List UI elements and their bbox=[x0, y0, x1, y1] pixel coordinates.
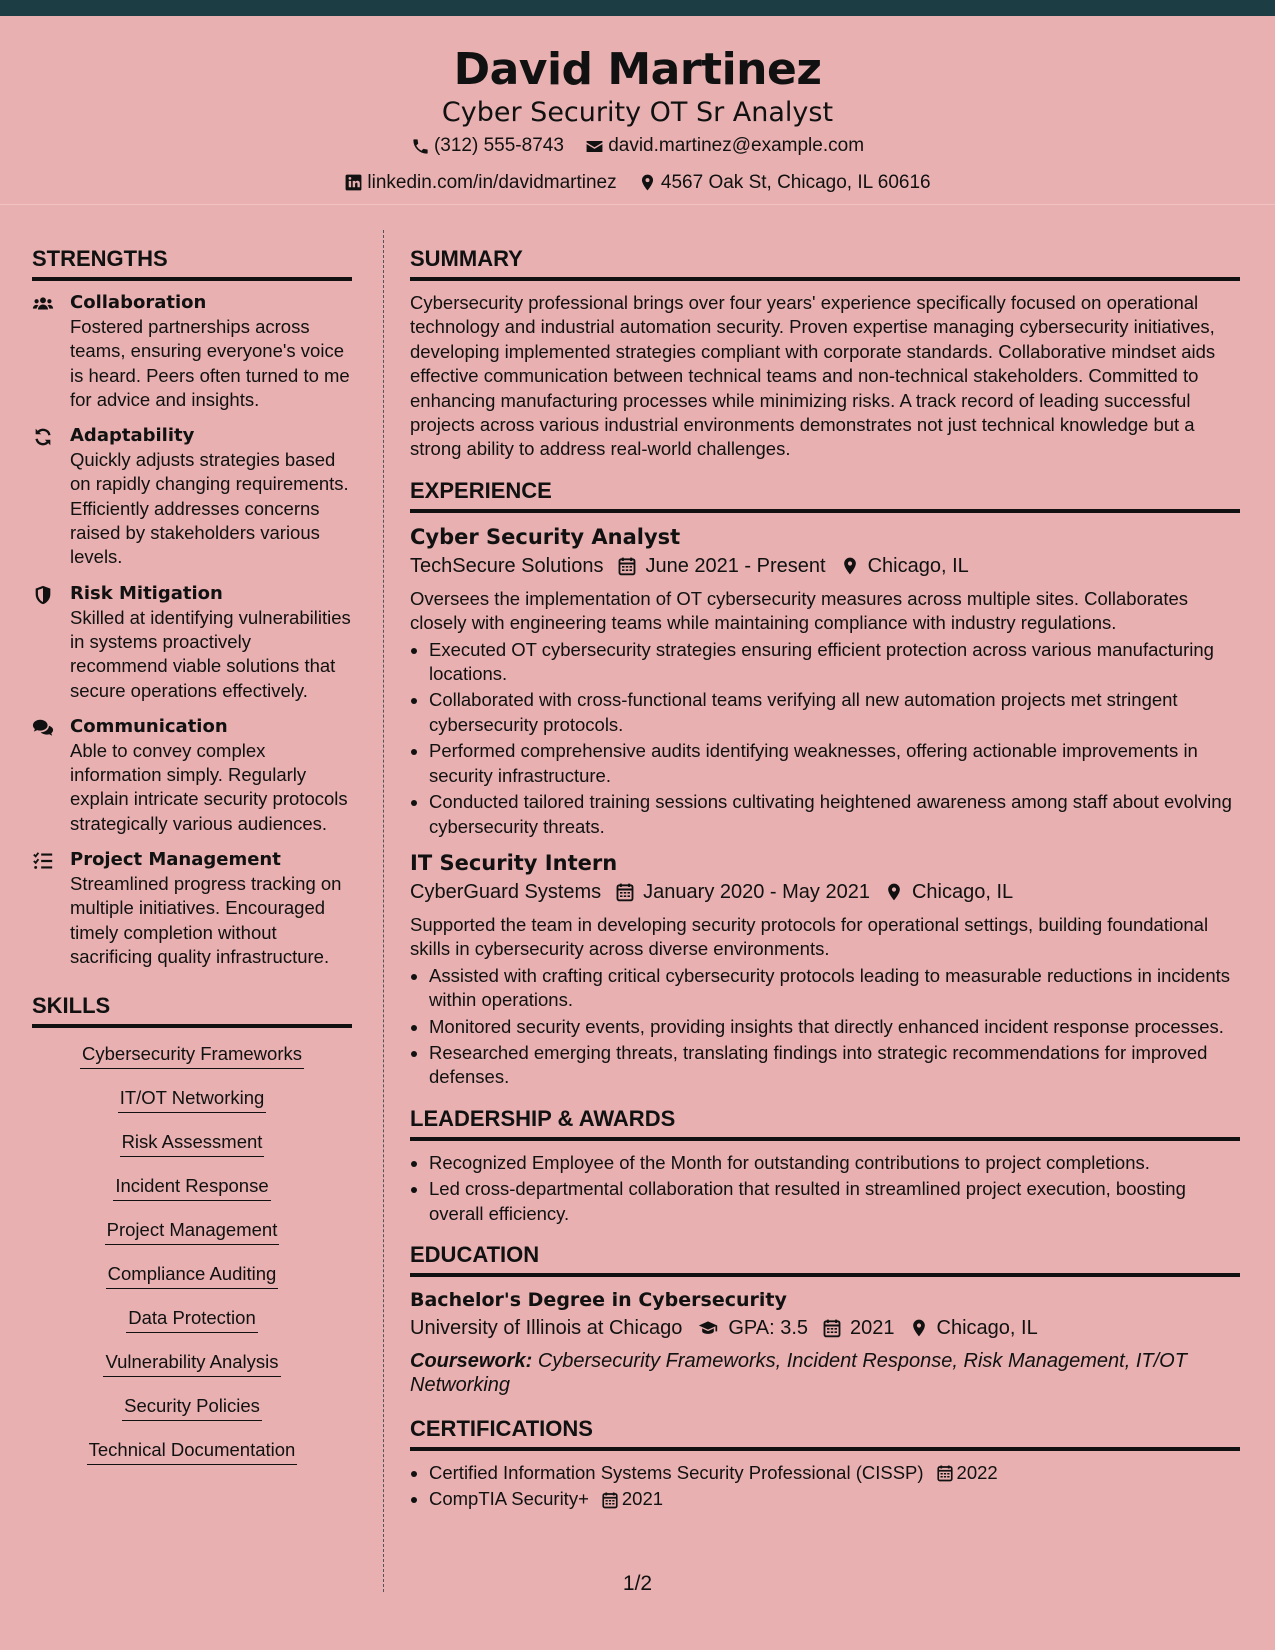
header-divider bbox=[0, 204, 1275, 205]
cert-year: 2022 bbox=[956, 1461, 998, 1483]
job-dates: June 2021 - Present bbox=[645, 554, 826, 577]
strength-title: Communication bbox=[70, 715, 228, 737]
cert-name: • Certified Information Systems Security Professional (CISSP) bbox=[429, 1461, 924, 1483]
contact-row-2 bbox=[0, 168, 1275, 203]
company-name: CyberGuard Systems bbox=[410, 880, 602, 903]
coursework bbox=[410, 1349, 1240, 1398]
shield-icon bbox=[32, 584, 54, 606]
contact-row-1 bbox=[0, 131, 1275, 166]
skill-tag: Risk Assessment bbox=[120, 1130, 265, 1157]
list-item: • Researched emerging threats, translating findings into strategic recommendations for improved defenses. bbox=[429, 1041, 1240, 1090]
address-item bbox=[638, 168, 931, 198]
gpa: GPA: 3.5 bbox=[728, 1316, 809, 1339]
strength-title: Project Management bbox=[70, 849, 281, 871]
calendar-icon bbox=[822, 1318, 842, 1338]
skill-tag: IT/OT Networking bbox=[118, 1086, 267, 1113]
calendar-icon bbox=[615, 882, 635, 902]
skill-tag: Incident Response bbox=[113, 1174, 270, 1201]
users-icon bbox=[32, 293, 54, 315]
list-item bbox=[429, 1487, 1240, 1511]
job-meta bbox=[410, 551, 1240, 581]
leadership-heading: LEADERSHIP & AWARDS bbox=[410, 1104, 1240, 1141]
graduation-year: 2021 bbox=[850, 1316, 895, 1339]
candidate-title: Cyber Security OT Sr Analyst bbox=[441, 97, 834, 128]
job-entry bbox=[410, 523, 1240, 839]
map-marker-icon bbox=[840, 556, 860, 576]
comments-icon bbox=[32, 717, 54, 739]
task-list-icon bbox=[32, 850, 54, 872]
column-divider bbox=[383, 230, 384, 1592]
strength-desc: Streamlined progress tracking on multiple initiatives. Encouraged timely completion without sacrificing quality infrastructure. bbox=[70, 873, 342, 967]
strength-item bbox=[32, 424, 352, 569]
cert-name: • CompTIA Security+ bbox=[429, 1488, 589, 1510]
strength-item bbox=[32, 582, 352, 703]
calendar-icon bbox=[601, 1491, 619, 1509]
skill-tag: Technical Documentation bbox=[87, 1438, 298, 1465]
calendar-icon bbox=[936, 1464, 954, 1482]
job-title: Cyber Security Analyst bbox=[410, 524, 681, 549]
job-description: Oversees the implementation of OT cybersecurity measures across multiple sites. Collaborates closely with engineering teams while maintaining compliance with industry regulations. bbox=[410, 587, 1189, 634]
job-meta bbox=[410, 877, 1240, 907]
coursework-label: Coursework: bbox=[410, 1349, 533, 1372]
job-location: Chicago, IL bbox=[911, 880, 1014, 903]
strength-desc: Fostered partnerships across teams, ensuring everyone's voice is heard. Peers often turned to me for advice and insights. bbox=[70, 316, 350, 410]
page-number: 1/2 bbox=[622, 1572, 653, 1595]
calendar-icon bbox=[617, 556, 637, 576]
skill-tag: Vulnerability Analysis bbox=[103, 1350, 280, 1377]
job-location: Chicago, IL bbox=[867, 554, 969, 577]
job-title: IT Security Intern bbox=[410, 850, 618, 875]
map-marker-icon bbox=[884, 882, 904, 902]
address-text: 4567 Oak St, Chicago, IL 60616 bbox=[660, 171, 931, 193]
phone-icon bbox=[411, 137, 430, 156]
strength-desc: Skilled at identifying vulnerabilities in systems proactively recommend viable solutions that secure operations effectively. bbox=[70, 606, 351, 701]
job-dates: January 2020 - May 2021 bbox=[643, 880, 870, 903]
job-bullets bbox=[410, 964, 1240, 1090]
linkedin-item[interactable] bbox=[344, 168, 616, 198]
map-marker-icon bbox=[909, 1318, 929, 1338]
education-meta bbox=[410, 1313, 1240, 1343]
degree-title: Bachelor's Degree in Cybersecurity bbox=[410, 1288, 787, 1311]
job-bullets bbox=[410, 638, 1240, 839]
skill-tag: Project Management bbox=[105, 1218, 280, 1245]
strength-title: Collaboration bbox=[70, 292, 207, 313]
left-column bbox=[32, 244, 352, 1482]
strength-desc: Quickly adjusts strategies based on rapidly changing requirements. Efficiently addresses concerns raised by stakeholders various levels. bbox=[70, 449, 349, 568]
skills-list bbox=[32, 1042, 352, 1482]
resume-header bbox=[0, 16, 1275, 193]
company-name: TechSecure Solutions bbox=[410, 554, 604, 577]
cert-year: 2021 bbox=[621, 1488, 664, 1510]
top-bar bbox=[0, 0, 1275, 16]
list-item: • Monitored security events, providing insights that directly enhanced incident response processes. bbox=[429, 1015, 1240, 1039]
list-item: • Assisted with crafting critical cybersecurity protocols leading to measurable reductions in incidents within operations. bbox=[429, 964, 1240, 1013]
graduation-cap-icon bbox=[696, 1318, 720, 1338]
job-entry bbox=[410, 849, 1240, 1090]
skill-tag: Security Policies bbox=[122, 1394, 262, 1421]
strength-item bbox=[32, 848, 352, 969]
job-description: Supported the team in developing security protocols for operational settings, building foundational skills in cybersecurity across diverse environments. bbox=[410, 913, 1209, 960]
list-item: • Executed OT cybersecurity strategies ensuring efficient protection across various manufacturing locations. bbox=[429, 638, 1240, 687]
skill-tag: Compliance Auditing bbox=[106, 1262, 279, 1289]
list-item: • Recognized Employee of the Month for outstanding contributions to project completions. bbox=[429, 1151, 1240, 1175]
skill-tag: Data Protection bbox=[126, 1306, 258, 1333]
strength-title: Adaptability bbox=[70, 425, 195, 447]
linkedin-icon bbox=[344, 173, 363, 192]
strength-desc: Able to convey complex information simply. Regularly explain intricate security protocols strategically various audiences. bbox=[70, 739, 348, 834]
phone-text: (312) 555-8743 bbox=[433, 135, 564, 156]
education-heading: EDUCATION bbox=[410, 1240, 1240, 1277]
right-column bbox=[410, 244, 1240, 1522]
summary-text: Cybersecurity professional brings over four years' experience specifically focused on operational technology and industrial automation security. Proven expertise managing cybersecurity initiatives, developing implemented strategies compliant with corporate standards. Collaborative mindset aids effective communication between technical teams and non-technical stakeholders. Committed to enhancing manufacturing processes while minimizing risks. A track record of leading successful projects across various industrial environments demonstrates not just technical knowledge but a strong ability to address real-world challenges. bbox=[410, 292, 1216, 460]
list-item: • Performed comprehensive audits identifying weaknesses, offering actionable improvements in security infrastructure. bbox=[429, 739, 1240, 788]
email-item[interactable] bbox=[585, 131, 864, 161]
linkedin-text[interactable]: linkedin.com/in/davidmartinez bbox=[367, 171, 617, 193]
sync-icon bbox=[32, 426, 54, 448]
list-item: • Led cross-departmental collaboration that resulted in streamlined project execution, boosting overall efficiency. bbox=[429, 1177, 1240, 1226]
email-text[interactable]: david.martinez@example.com bbox=[608, 135, 865, 156]
candidate-name: David Martinez bbox=[453, 44, 822, 95]
leadership-list bbox=[410, 1151, 1240, 1226]
map-marker-icon bbox=[638, 173, 657, 192]
list-item bbox=[429, 1461, 1240, 1485]
certifications-heading: CERTIFICATIONS bbox=[410, 1414, 1240, 1451]
strength-title: Risk Mitigation bbox=[70, 582, 223, 604]
school-name: University of Illinois at Chicago bbox=[410, 1316, 683, 1339]
skills-heading: SKILLS bbox=[32, 991, 352, 1028]
strengths-heading: STRENGTHS bbox=[32, 244, 352, 281]
experience-heading: EXPERIENCE bbox=[410, 476, 1240, 513]
list-item: • Conducted tailored training sessions cultivating heightened awareness among staff about evolving cybersecurity threats. bbox=[429, 790, 1240, 839]
strength-item bbox=[32, 291, 352, 412]
certifications-list bbox=[410, 1461, 1240, 1512]
strength-item bbox=[32, 715, 352, 836]
skill-tag: Cybersecurity Frameworks bbox=[80, 1042, 304, 1069]
envelope-icon bbox=[585, 137, 604, 156]
phone-item bbox=[411, 131, 564, 161]
summary-heading: SUMMARY bbox=[410, 244, 1240, 281]
coursework-text: Cybersecurity Frameworks, Incident Response, Risk Management, IT/OT Networking bbox=[410, 1349, 1187, 1397]
education-location: Chicago, IL bbox=[936, 1316, 1038, 1339]
list-item: • Collaborated with cross-functional teams verifying all new automation projects met stringent cybersecurity protocols. bbox=[429, 688, 1240, 737]
